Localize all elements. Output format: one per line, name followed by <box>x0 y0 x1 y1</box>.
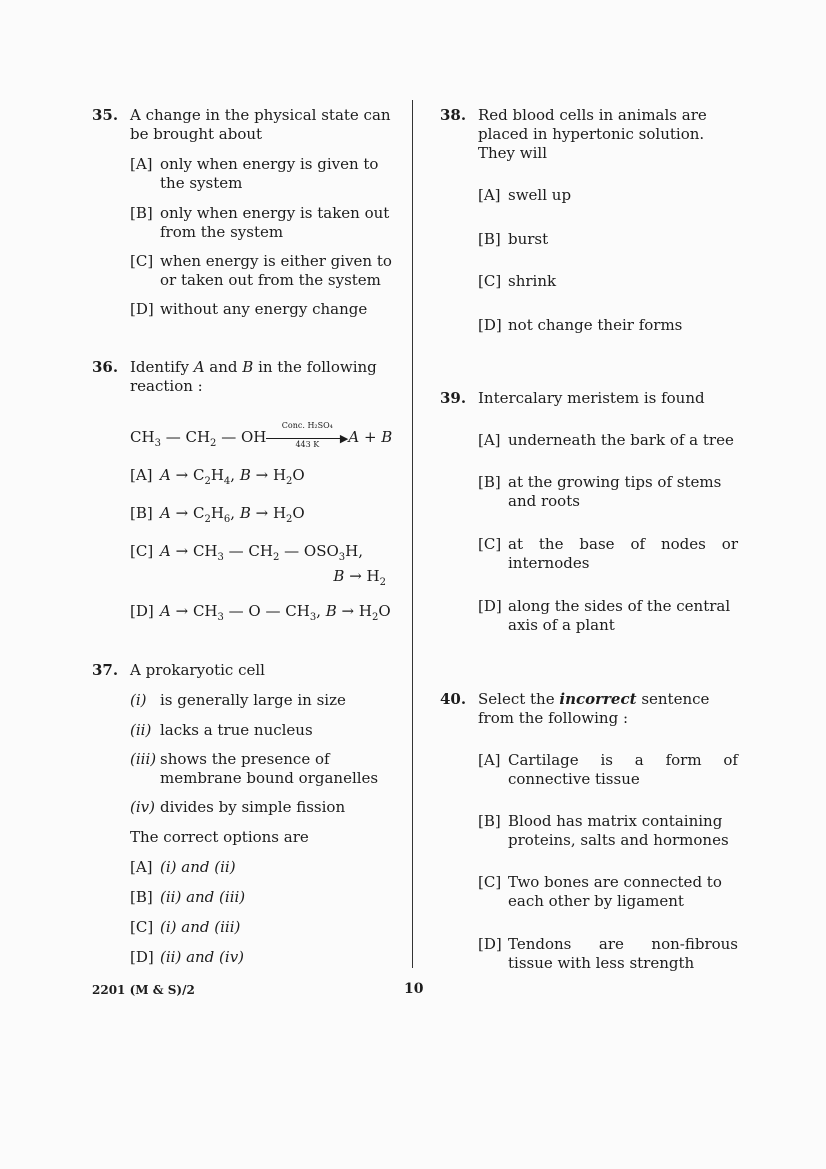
option-label: [A] <box>130 858 153 876</box>
q37-option-c[interactable] <box>130 918 392 937</box>
option-text: (ii) and (iii) <box>160 888 246 906</box>
question-text: Red blood cells in animals are placed in hypertonic solution. They will <box>478 106 707 162</box>
q37-option-d[interactable] <box>130 948 392 967</box>
question-text: A prokaryotic cell <box>130 661 265 679</box>
question-text <box>478 690 738 728</box>
option-text: swell up <box>508 186 572 204</box>
statement-label: (iv) <box>130 798 155 816</box>
q39-option-d[interactable] <box>478 597 738 635</box>
statement-label: (iii) <box>130 750 157 768</box>
option-label: [B] <box>478 230 501 248</box>
question-39 <box>440 389 738 408</box>
question-36 <box>92 358 392 396</box>
option-label: [C] <box>130 252 154 270</box>
option-label: [A] <box>478 431 501 449</box>
q36-option-d[interactable] <box>130 602 392 627</box>
option-formula: $A \to C_2H_6$, $B \to H_2O$ <box>160 504 305 525</box>
question-37 <box>92 661 392 680</box>
question-number: 35. <box>92 106 119 124</box>
option-text: only when energy is taken out from the system <box>160 204 390 241</box>
reaction-equation: $CH_3$ — $CH_2$ — OH Conc. H₂SO₄ ▶ 443 K A + B <box>130 421 393 449</box>
q37-option-b[interactable] <box>130 888 392 907</box>
option-text: (ii) and (iv) <box>160 948 245 966</box>
q37-statement-ii <box>130 721 392 740</box>
reaction-arrow-icon: Conc. H₂SO₄ ▶ 443 K <box>266 431 348 445</box>
q40-option-a[interactable] <box>478 751 738 789</box>
option-text: underneath the bark of a tree <box>508 431 734 449</box>
question-number: 36. <box>92 358 119 376</box>
q37-prompt <box>130 828 392 847</box>
q36-option-a[interactable] <box>130 466 392 491</box>
option-formula: $A \to C_2H_4$, $B \to H_2O$ <box>160 466 305 487</box>
q36-option-b[interactable] <box>130 504 392 529</box>
question-number: 37. <box>92 661 119 679</box>
statement-label: (ii) <box>130 721 152 739</box>
q35-option-b[interactable] <box>130 204 392 242</box>
option-label: [A] <box>130 466 153 484</box>
q39-option-c[interactable] <box>478 535 738 573</box>
option-text: at the base of nodes or internodes <box>508 535 738 572</box>
question-40 <box>440 690 738 728</box>
option-text: (i) and (iii) <box>160 918 241 936</box>
column-divider <box>412 100 413 968</box>
q37-statement-iv <box>130 798 392 817</box>
q37-statement-iii <box>130 750 392 788</box>
q35-option-c[interactable] <box>130 252 392 290</box>
q40-option-d[interactable] <box>478 935 738 973</box>
option-text: Two bones are connected to each other by ligament <box>508 873 722 910</box>
q39-option-a[interactable] <box>478 431 738 450</box>
option-text: not change their forms <box>508 316 683 334</box>
q40-option-b[interactable] <box>478 812 738 850</box>
option-text: when energy is either given to or taken out from the system <box>160 252 392 289</box>
q35-option-a[interactable] <box>130 155 392 193</box>
option-label: [C] <box>478 873 502 891</box>
q38-option-b[interactable] <box>478 230 738 249</box>
question-text: Intercalary meristem is found <box>478 389 705 407</box>
question-35 <box>92 106 392 144</box>
option-formula: $A \to CH_3$ — $CH_2$ — $OSO_3H$, $B \to H_2$ <box>160 542 386 588</box>
option-text: Blood has matrix containing proteins, salts and hormones <box>508 812 729 849</box>
question-number: 39. <box>440 389 467 407</box>
q37-option-a[interactable] <box>130 858 392 877</box>
option-label: [D] <box>478 935 502 953</box>
option-label: [C] <box>130 542 154 560</box>
emphasis-word: incorrect <box>559 690 637 708</box>
option-label: [B] <box>478 812 501 830</box>
question-38 <box>440 106 738 163</box>
page-number: 10 <box>404 981 424 997</box>
option-label: [C] <box>478 272 502 290</box>
option-text: only when energy is given to the system <box>160 155 379 192</box>
option-text: burst <box>508 230 549 248</box>
option-label: [D] <box>478 316 502 334</box>
q39-option-b[interactable] <box>478 473 738 511</box>
option-label: [D] <box>130 300 154 318</box>
question-text-start: Select the <box>478 690 555 708</box>
option-label: [D] <box>130 602 154 620</box>
reaction-condition: Conc. H₂SO₄ <box>281 421 333 430</box>
reaction-temperature: 443 K <box>295 440 320 449</box>
q37-statement-i <box>130 691 392 710</box>
option-formula: $A \to CH_3$ — O — $CH_3$, $B \to H_2O$ <box>160 602 391 623</box>
question-text: A change in the physical state can be brought about <box>130 106 391 143</box>
statement-text: lacks a true nucleus <box>160 721 313 739</box>
option-label: [C] <box>478 535 502 553</box>
option-text: Tendons are non-fibrous tissue with less strength <box>508 935 738 972</box>
option-text: (i) and (ii) <box>160 858 236 876</box>
option-label: [C] <box>130 918 154 936</box>
question-text: Identify A and B in the following reaction : <box>130 358 377 395</box>
statement-text: is generally large in size <box>160 691 346 709</box>
option-text: Cartilage is a form of connective tissue <box>508 751 738 788</box>
option-label: [B] <box>478 473 501 491</box>
prompt-text: The correct options are <box>130 828 309 846</box>
q35-option-d[interactable] <box>130 300 392 319</box>
option-label: [D] <box>130 948 154 966</box>
statement-text: shows the presence of membrane bound organelles <box>160 750 379 787</box>
option-text: at the growing tips of stems and roots <box>508 473 722 510</box>
option-label: [B] <box>130 888 153 906</box>
q36-option-c[interactable] <box>130 542 392 592</box>
paper-code: 2201 (M & S)/2 <box>92 983 195 997</box>
option-text: without any energy change <box>160 300 368 318</box>
q38-option-d[interactable] <box>478 316 738 335</box>
option-text: shrink <box>508 272 557 290</box>
question-text-end: sentence from the following : <box>478 690 710 727</box>
statement-label: (i) <box>130 691 147 709</box>
question-number: 40. <box>440 690 467 708</box>
option-label: [D] <box>478 597 502 615</box>
option-text: along the sides of the central axis of a plant <box>508 597 731 634</box>
q38-option-c[interactable] <box>478 272 738 291</box>
question-number: 38. <box>440 106 467 124</box>
q38-option-a[interactable] <box>478 186 738 205</box>
option-label: [A] <box>130 155 153 173</box>
option-label: [A] <box>478 751 501 769</box>
option-label: [B] <box>130 504 153 522</box>
option-label: [A] <box>478 186 501 204</box>
statement-text: divides by simple fission <box>160 798 346 816</box>
option-label: [B] <box>130 204 153 222</box>
q40-option-c[interactable] <box>478 873 738 911</box>
